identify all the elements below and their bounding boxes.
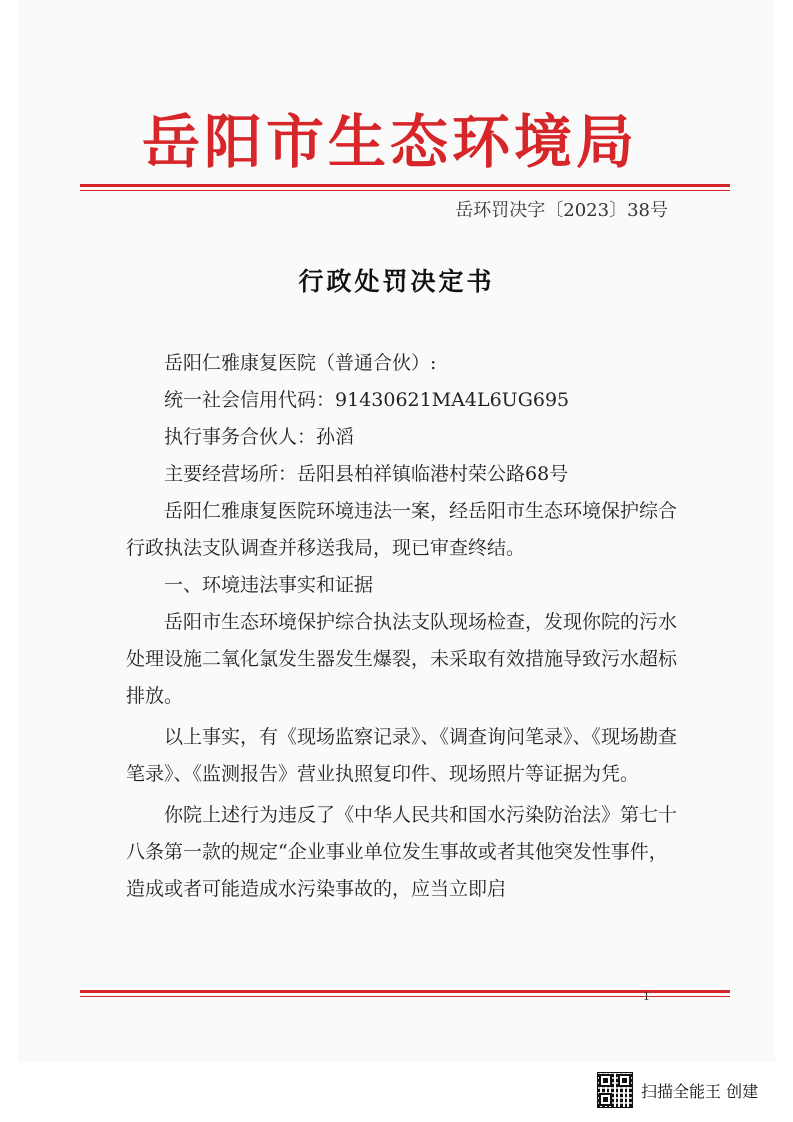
issuer-letterhead: 岳阳市生态环境局 — [141, 108, 638, 176]
case-intro-paragraph: 岳阳仁雅康复医院环境违法一案，经岳阳市生态环境保护综合行政执法支队调查并移送我局，现已审查终结。 — [126, 500, 678, 559]
scanner-watermark — [597, 1072, 758, 1108]
facts-paragraph: 岳阳市生态环境保护综合执法支队现场检查，发现你院的污水处理设施二氧化氯发生器发生爆裂，未采取有效措施导致污水超标排放。 — [126, 611, 678, 707]
qr-code-icon — [597, 1072, 633, 1108]
section-heading: 一、环境违法事实和证据 — [164, 574, 374, 596]
footer-rule-thin — [80, 996, 730, 997]
document-body — [126, 345, 686, 908]
violation-paragraph: 你院上述行为违反了《中华人民共和国水污染防治法》第七十八条第一款的规定“企业事业单位发生事故或者其他突发性事件，造成或者可能造成水污染事故的，应当立即启 — [126, 804, 678, 900]
letterhead-rule-thick — [80, 184, 730, 187]
evidence-paragraph: 以上事实，有《现场监察记录》、《调查询问笔录》、《现场勘查笔录》、《监测报告》营业执照复印件、现场照片等证据为凭。 — [126, 726, 678, 785]
document-page — [18, 0, 775, 1062]
page-number: 1 — [643, 990, 650, 1003]
recipient-partner: 执行事务合伙人：孙滔 — [164, 426, 355, 448]
document-reference-number: 岳环罚决字〔2023〕38号 — [455, 200, 668, 221]
document-title: 行政处罚决定书 — [298, 267, 495, 296]
scanner-watermark-label: 扫描全能王 创建 — [641, 1081, 759, 1101]
recipient-address: 主要经营场所：岳阳县柏祥镇临港村荣公路68号 — [164, 463, 569, 485]
recipient-name: 岳阳仁雅康复医院（普通合伙）: — [164, 352, 437, 374]
footer-rule-thick — [80, 990, 730, 993]
letterhead-rule-thin — [80, 190, 730, 191]
recipient-credit-code: 统一社会信用代码：91430621MA4L6UG695 — [164, 389, 570, 411]
